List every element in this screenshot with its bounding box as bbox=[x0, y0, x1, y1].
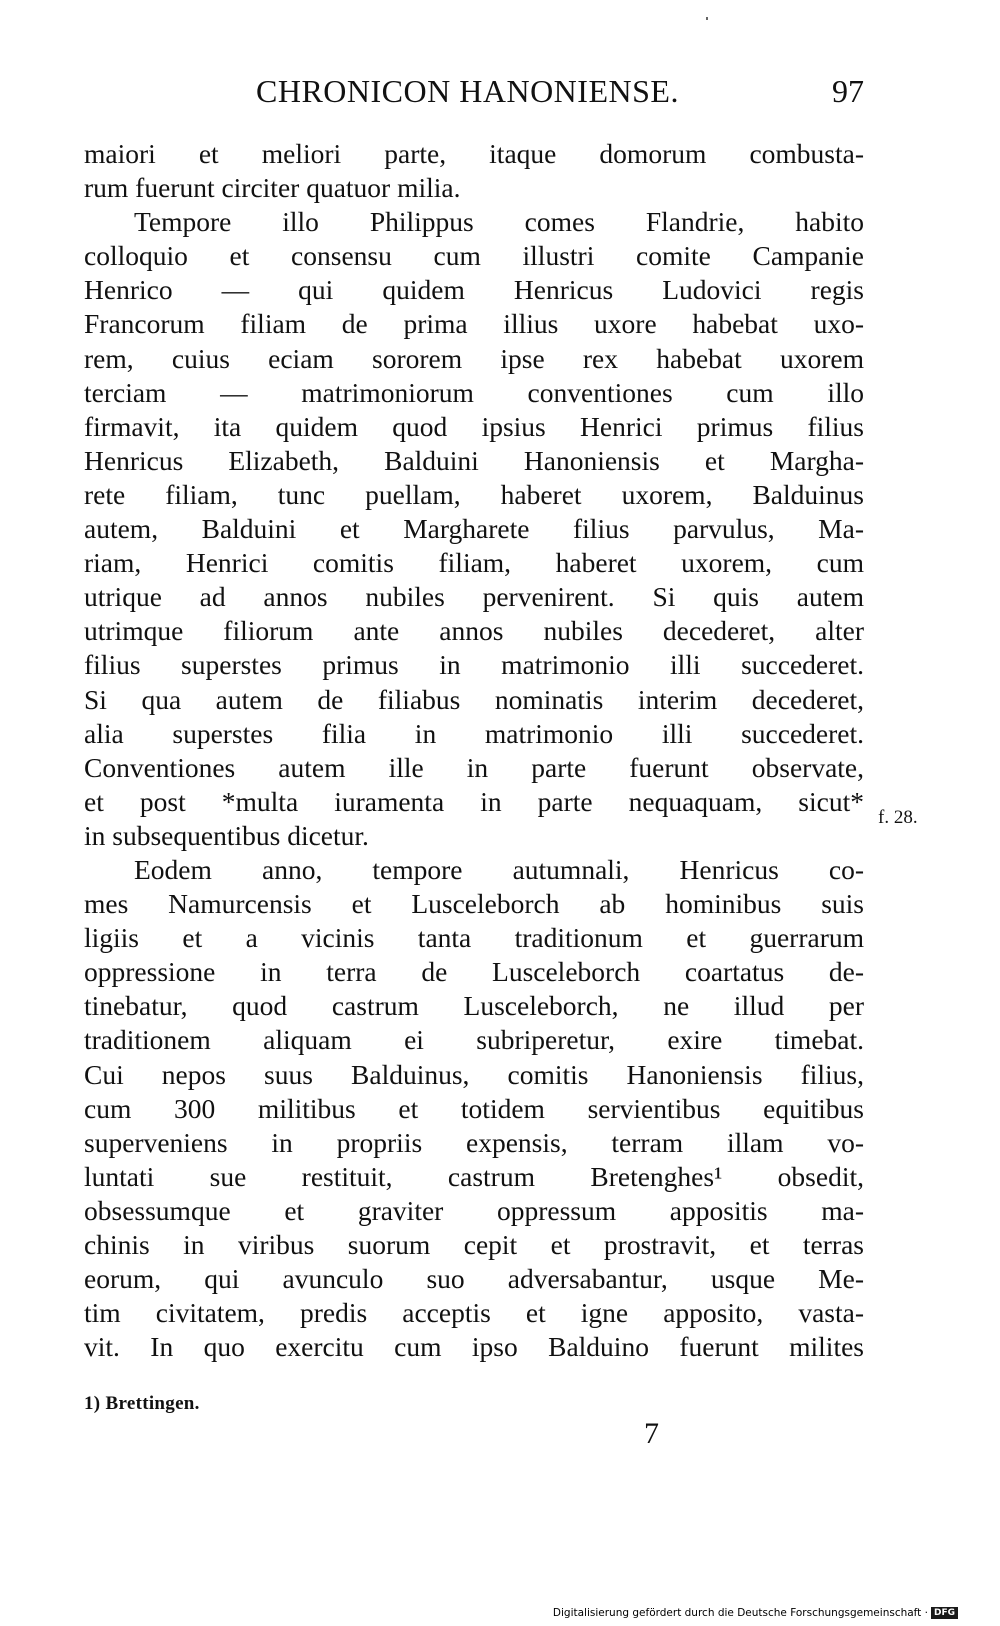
digitization-credit bbox=[553, 1606, 958, 1620]
text-line: Eodem anno, tempore autumnali, Henricus co- bbox=[134, 853, 864, 885]
text-line: Francorum filiam de prima illius uxore habebat uxo- bbox=[84, 308, 864, 340]
text-line: oppressione in terra de Lusceleborch coartatus de- bbox=[84, 956, 864, 988]
text-line: tinebatur, quod castrum Lusceleborch, ne illud per bbox=[84, 990, 864, 1022]
text-line: rem, cuius eciam sororem ipse rex habebat uxorem bbox=[84, 342, 864, 374]
text-line: Henricus Elizabeth, Balduini Hanoniensis et Margha- bbox=[84, 444, 864, 476]
text-line: riam, Henrici comitis filiam, haberet uxorem, cum bbox=[84, 547, 864, 579]
text-line: tim civitatem, predis acceptis et igne apposito, vasta- bbox=[84, 1297, 864, 1329]
credit-text: Digitalisierung gefördert durch die Deutsche Forschungsgemeinschaft · bbox=[552, 1607, 928, 1619]
text-line: ligiis et a vicinis tanta traditionum et guerrarum bbox=[84, 922, 864, 954]
text-line: colloquio et consensu cum illustri comite Campanie bbox=[84, 240, 864, 272]
text-line: et post *multa iuramenta in parte nequaquam, sicut* bbox=[84, 785, 864, 817]
text-line: luntati sue restituit, castrum Bretenghes¹ obsedit, bbox=[84, 1160, 864, 1192]
page-title: CHRONICON HANONIENSE. bbox=[256, 73, 679, 109]
text-line: Tempore illo Philippus comes Flandrie, habito bbox=[134, 206, 864, 238]
text-line: alia superstes filia in matrimonio illi succederet. bbox=[84, 717, 864, 749]
text-line: rete filiam, tunc puellam, haberet uxorem, Balduinus bbox=[84, 478, 864, 510]
text-line: obsessumque et graviter oppressum appositis ma- bbox=[84, 1194, 864, 1226]
text-line: Si qua autem de filiabus nominatis interim decederet, bbox=[84, 683, 864, 715]
scan-speck bbox=[706, 17, 708, 20]
text-line: Henrico — qui quidem Henricus Ludovici regis bbox=[84, 274, 864, 306]
text-line: cum 300 militibus et totidem servientibus equitibus bbox=[84, 1092, 864, 1124]
text-line: traditionem aliquam ei subriperetur, exire timebat. bbox=[84, 1024, 864, 1056]
text-line: eorum, qui avunculo suo adversabantur, usque Me- bbox=[84, 1263, 864, 1295]
running-head bbox=[84, 70, 864, 112]
text-line: autem, Balduini et Margharete filius parvulus, Ma- bbox=[84, 513, 864, 545]
text-line: firmavit, ita quidem quod ipsius Henrici primus filius bbox=[84, 410, 864, 442]
text-line: in subsequentibus dicetur. bbox=[84, 819, 369, 851]
text-line: terciam — matrimoniorum conventiones cum illo bbox=[84, 376, 864, 408]
text-line: superveniens in propriis expensis, terram illam vo- bbox=[84, 1126, 864, 1158]
signature-mark: 7 bbox=[644, 1417, 659, 1450]
text-line: Conventiones autem ille in parte fuerunt observate, bbox=[84, 751, 864, 783]
dfg-logo: DFG bbox=[931, 1607, 958, 1619]
page-number: 97 bbox=[832, 73, 864, 109]
text-line: Cui nepos suus Balduinus, comitis Hanoniensis filius, bbox=[84, 1058, 864, 1090]
text-line: vit. In quo exercitu cum ipso Balduino fuerunt milites bbox=[84, 1331, 864, 1363]
text-line: utrique ad annos nubiles pervenirent. Si quis autem bbox=[84, 581, 864, 613]
text-line: mes Namurcensis et Lusceleborch ab hominibus suis bbox=[84, 888, 864, 920]
body-text bbox=[84, 137, 864, 1364]
text-line: chinis in viribus suorum cepit et prostravit, et terras bbox=[84, 1229, 864, 1260]
folio-margin-note: f. 28. bbox=[878, 807, 918, 828]
text-line: filius superstes primus in matrimonio illi succederet. bbox=[84, 649, 864, 681]
text-line: rum fuerunt circiter quatuor milia. bbox=[84, 172, 461, 204]
footnote: 1) Brettingen. bbox=[84, 1393, 200, 1414]
text-line: maiori et meliori parte, itaque domorum combusta- bbox=[84, 138, 864, 169]
text-line: utrimque filiorum ante annos nubiles decederet, alter bbox=[84, 615, 864, 647]
